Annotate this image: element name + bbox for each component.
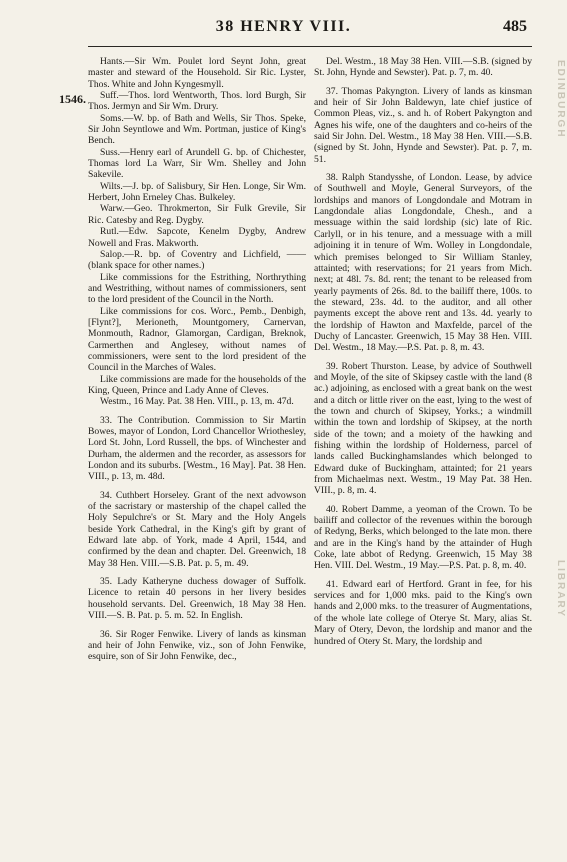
running-title: 38 HENRY VIII. — [215, 18, 352, 35]
paragraph: Rutl.—Edw. Sapcote, Kenelm Dygby, Andrew Nowell and Fras. Makworth. — [88, 226, 306, 249]
entry-36: 36. Sir Roger Fenwike. Livery of lands as kinsman and heir of John Fenwike, viz., son of John Fenwike, esquire, son of Sir John Fenwike, dec., — [88, 628, 306, 663]
paragraph: Suff.—Thos. lord Wentworth, Thos. lord Burgh, Sir Thos. Jermyn and Sir Wm. Drury. — [88, 90, 306, 113]
paragraph: Like commissions for the Estrithing, Northrything and Westrithing, without names of commissioners, sent to the lord president of the Council in the North. — [88, 271, 306, 306]
library-stamp-bottom: LIBRARY — [555, 560, 566, 619]
entry-40: 40. Robert Damme, a yeoman of the Crown. To be bailiff and collector of the revenues within the borough of Redyng, Berks, which belonged to the late mon. there and are in the King's hand by the attainder of Hugh Coke, late abbot of Redyng. Greenwich, 15 May 38 Hen. VIII. Del. Westm., 19 May.—P.S. Pat. p. 8, m. 40. — [314, 503, 532, 572]
entry-41: 41. Edward earl of Hertford. Grant in fee, for his services and for 1,000 mks. paid to the King's own hands and 2,000 mks. to the treasurer of Augmentations, of the whole late college of Oterye St. Mary, alias St. Mary of Otery, Devon, the lordship and manor and the hundred of Otery St. Mary, the lordship and — [314, 578, 532, 647]
left-column — [88, 56, 306, 663]
entry-34: 34. Cuthbert Horseley. Grant of the next advowson of the sacristary or mastership of the chapel called the Holy Sepulchre's or St. Mary and the Holy Angels beside York Cathedral, in the King's gift by grant of Edward late abp. of York, made 4 April, 1544, and confirmed by the dean and chapter. Del. Greenwich, 18 May 38 Hen. VIII.—S.B. Pat. p. 5, m. 49. — [88, 489, 306, 569]
paragraph: Suss.—Henry earl of Arundell G. bp. of Chichester, Thomas lord La Warr, Sir Wm. Shelley and John Sakevile. — [88, 146, 306, 181]
paragraph: Westm., 16 May. Pat. 38 Hen. VIII., p. 13, m. 47d. — [100, 396, 294, 408]
header-rule — [88, 46, 532, 47]
paragraph: Del. Westm., 18 May 38 Hen. VIII.—S.B. (signed by St. John, Hynde and Sewster). Pat. p. 7, m. 40. — [314, 56, 532, 79]
page-header — [0, 18, 567, 46]
paragraph: Like commissions are made for the households of the King, Queen, Prince and Lady Anne of Cleves. — [88, 373, 306, 396]
page-number: 485 — [503, 18, 527, 35]
entry-39: 39. Robert Thurston. Lease, by advice of Southwell and Moyle, of the site of Skipsey castle with the land (8 ac.) adjoining, as enclosed with a great bank on the west and a ditch or little river on the east, lying to the west of the town and church of Skipsey, Yorks.; a windmill within the town and lordship of Skipsey, at the north side of the town; and a moiety of the hawking and fishing within the lordship of Holderness, parcel of lands called Buckinghamslandes which belonged to Edward duke of Buckingham, attainted; for 21 years from Michaelmas next. Westm., 19 May Pat. 38 Hen. VIII., p. 8, m. 4. — [314, 360, 532, 497]
paragraph: Salop.—R. bp. of Coventry and Lichfield, —— (blank space for other names.) — [88, 248, 306, 272]
entry-37: 37. Thomas Pakyngton. Livery of lands as kinsman and heir of Sir John Baldewyn, late chief justice of Common Pleas, viz., s. and h. of Robert Pakyngton and Agnes his wife, one of the daughters and co-heirs of the said Sir John. Del. Westm., 18 May 38 Hen. VIII.—S.B. (signed by St. John, Hynde and Sewster). Pat. p. 7, m. 51. — [314, 85, 532, 165]
library-stamp-top: EDINBURGH — [555, 60, 566, 139]
margin-year: 1546. — [59, 92, 86, 106]
paragraph: Wilts.—J. bp. of Salisbury, Sir Hen. Longe, Sir Wm. Herbert, John Erneley Chas. Bulkeley. — [88, 180, 306, 204]
paragraph: Like commissions for cos. Worc., Pemb., Denbigh, [Flynt?], Merioneth, Mountgomery, Carnervan, Monmouth, Radnor, Glamorgan, Cardigan, Breknok, Carmerthen and Anglesey, without names of commissioners, were sent to the lord president of the Council in the Marches of Wales. — [88, 305, 306, 374]
paragraph: Hants.—Sir Wm. Poulet lord Seynt John, great master and steward of the Household. Sir Ric. Lyster, Thos. White and John Kyngesmyll. — [88, 56, 306, 90]
paragraph: Soms.—W. bp. of Bath and Wells, Sir Thos. Speke, Sir John Seyntlowe and Wm. Portman, justice of King's Bench. — [88, 112, 306, 147]
entry-38: 38. Ralph Standysshe, of London. Lease, by advice of Southwell and Moyle, General Surveyors, of the lordships and manors of Longdondale and Motram in Langdondale alias Longdondale, Chesh., and a messuage within the said lordship (sic) late of Ric. Carlyll, or in his tenure, and a messuage with a mill adjoining it in tenure of Wm. Wolley in Longdondale, which premises belonged to Sir William Stanley, attainted; with reservations; for 21 years from Mich. next; at 48l. 7s. 8d. rent; the tenant to be released from yearly payments of 26s. 8d. to the bailiff there, 100s. to the steward, 23s. 4d. to the auditor, and all other payments except the above rent and 13s. 4d. yearly to the lordship of Hawton and Maxfelde, parcel of the Duchy of Lancaster. Greenwich, 15 May 38 Hen. VIII. Del. Westm., 18 May.—P.S. Pat. p. 8, m. 43. — [314, 172, 532, 354]
paragraph: Warw.—Geo. Throkmerton, Sir Fulk Grevile, Sir Ric. Catesby and Reg. Dygby. — [88, 203, 306, 226]
right-column — [314, 56, 532, 647]
entry-33: 33. The Contribution. Commission to Sir Martin Bowes, mayor of London, Lord Chancellor Wriothesley, Lord St. John, Lord Russell, the bps. of Winchester and Durham, the aldermen and the recorder, as assessors for London and its suburbs. [Westm., 16 May]. Pat. 38 Hen. VIII., p. 13, m. 48d. — [88, 414, 306, 483]
entry-35: 35. Lady Katheryne duchess dowager of Suffolk. Licence to retain 40 persons in her livery besides household servants. Del. Greenwich, 18 May 38 Hen. VIII.—S. B. Pat. p. 5. m. 52. In English. — [88, 576, 306, 622]
